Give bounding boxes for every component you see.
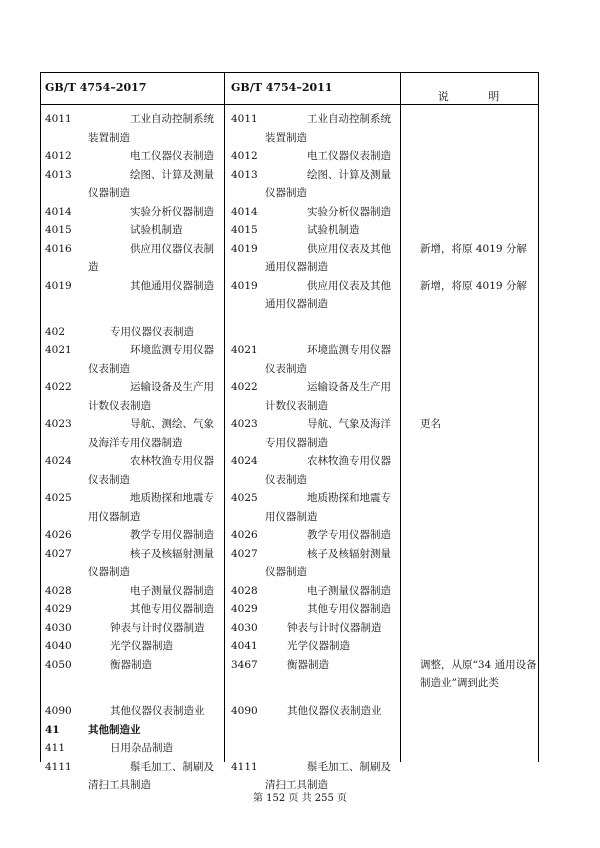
name-gb2017: 电工仪器仪表制造 [130,150,214,162]
page-footer: 第 152 页 共 255 页 [252,793,348,804]
code-gb2011: 4026 [231,529,258,542]
name-gb2011: 衡器制造 [287,658,329,671]
row-note: 调整，从原“34 通用设备制造业”调到此类 [420,658,537,690]
column-divider-2 [400,72,401,762]
name-gb2011: 实验分析仪器制造 [307,205,391,218]
name-gb2017: 其他通用仪器制造 [130,279,214,292]
name-gb2017: 绘图、计算及测量仪器制造 [88,168,214,199]
name-gb2017: 核子及核辐射测量仪器制造 [88,547,214,579]
code-gb2017: 4025 [45,492,72,505]
header-gb2017: GB/T 4754–2017 [45,81,147,94]
code-gb2011: 4029 [231,603,258,616]
code-gb2017: 4022 [45,381,72,394]
code-gb2017: 4024 [45,455,72,468]
code-gb2017: 4026 [45,529,72,542]
code-gb2017: 4011 [45,113,72,125]
code-gb2011: 4015 [231,224,258,236]
name-gb2011: 导航、气象及海洋专用仪器制造 [265,418,391,449]
name-gb2011: 环境监测专用仪器仪表制造 [265,344,391,375]
name-gb2017: 供应用仪器仪表制造 [88,242,214,273]
row-note: 新增，将原 4019 分解 [420,279,527,292]
code-gb2011: 4090 [231,705,258,717]
code-gb2017: 4029 [45,603,72,616]
name-gb2011: 农林牧渔专用仪器仪表制造 [265,455,391,486]
code-gb2017: 4014 [45,205,72,218]
code-gb2011: 4014 [231,205,258,218]
name-gb2017: 钟表与计时仪器制造 [110,621,205,634]
name-gb2011: 鬃毛加工、制刷及清扫工具制造 [265,760,391,791]
code-gb2011: 4023 [231,418,258,431]
code-gb2011: 4022 [231,381,258,394]
code-gb2011: 4028 [231,584,258,597]
name-gb2011: 运输设备及生产用计数仪表制造 [265,381,391,412]
code-gb2011: 4024 [231,455,258,468]
name-gb2017: 其他制造业 [88,723,141,736]
header-note: 说 明 [437,90,518,103]
name-gb2017: 专用仪器仪表制造 [110,325,194,338]
name-gb2011: 钟表与计时仪器制造 [287,621,382,634]
name-gb2011: 教学专用仪器制造 [307,529,391,542]
code-gb2011: 4013 [231,168,258,181]
name-gb2017: 工业自动控制系统装置制造 [88,113,214,144]
code-gb2017: 402 [45,325,66,338]
code-gb2011: 4025 [231,492,258,505]
name-gb2017: 实验分析仪器制造 [130,205,214,218]
code-gb2011: 4021 [231,344,258,357]
code-gb2017: 4111 [45,760,72,773]
name-gb2011: 供应用仪表及其他通用仪器制造 [265,242,391,273]
name-gb2011: 光学仪器制造 [287,640,350,653]
table-top-border [40,72,538,73]
name-gb2017: 运输设备及生产用计数仪表制造 [88,381,214,412]
row-note: 新增，将原 4019 分解 [420,242,527,255]
code-gb2017: 4021 [45,344,72,357]
code-gb2017: 4090 [45,705,72,717]
name-gb2017: 教学专用仪器制造 [130,529,214,542]
code-gb2017: 4016 [45,242,72,255]
code-gb2011: 4111 [231,760,258,773]
code-gb2017: 4027 [45,547,72,560]
name-gb2017: 地质勘探和地震专用仪器制造 [88,492,214,523]
code-gb2017: 4015 [45,224,72,236]
code-gb2011: 4027 [231,547,258,560]
name-gb2017: 导航、测绘、气象及海洋专用仪器制造 [88,418,214,449]
code-gb2011: 4011 [231,113,258,125]
name-gb2011: 其他仪器仪表制造业 [287,705,382,717]
code-gb2017: 4019 [45,279,72,292]
name-gb2011: 供应用仪表及其他通用仪器制造 [265,279,391,310]
code-gb2011: 4012 [231,150,258,162]
name-gb2017: 试验机制造 [130,224,183,236]
name-gb2011: 核子及核辐射测量仪器制造 [265,547,391,579]
name-gb2017: 其他仪器仪表制造业 [110,705,205,717]
code-gb2017: 4023 [45,418,72,431]
name-gb2011: 地质勘探和地震专用仪器制造 [265,492,391,523]
table-left-border [40,72,41,762]
name-gb2011: 其他专用仪器制造 [307,603,391,616]
name-gb2011: 试验机制造 [307,224,360,236]
table-right-border [538,72,539,762]
name-gb2017: 日用杂品制造 [110,742,173,754]
name-gb2017: 电子测量仪器制造 [130,584,214,597]
code-gb2017: 4013 [45,168,72,181]
name-gb2017: 其他专用仪器制造 [130,603,214,616]
code-gb2011: 3467 [231,658,258,671]
column-divider-1 [224,72,225,762]
name-gb2017: 环境监测专用仪器仪表制造 [88,344,214,375]
header-bottom-border [40,104,538,105]
name-gb2011: 电工仪器仪表制造 [307,150,391,162]
code-gb2017: 4030 [45,621,72,634]
code-gb2017: 411 [45,742,66,754]
code-gb2011: 4019 [231,242,258,255]
code-gb2011: 4030 [231,621,258,634]
header-gb2011: GB/T 4754–2011 [231,81,333,94]
code-gb2017: 4040 [45,640,72,653]
name-gb2017: 农林牧渔专用仪器仪表制造 [88,455,214,486]
code-gb2011: 4041 [231,640,258,653]
row-note: 更名 [420,418,441,431]
name-gb2011: 绘图、计算及测量仪器制造 [265,168,391,199]
code-gb2017: 41 [45,723,60,736]
name-gb2011: 工业自动控制系统装置制造 [265,113,391,144]
name-gb2017: 衡器制造 [110,658,152,671]
code-gb2017: 4012 [45,150,72,162]
name-gb2011: 电子测量仪器制造 [307,584,391,597]
code-gb2011: 4019 [231,279,258,292]
name-gb2017: 鬃毛加工、制刷及清扫工具制造 [88,760,214,791]
code-gb2017: 4050 [45,658,72,671]
code-gb2017: 4028 [45,584,72,597]
name-gb2017: 光学仪器制造 [110,640,173,653]
